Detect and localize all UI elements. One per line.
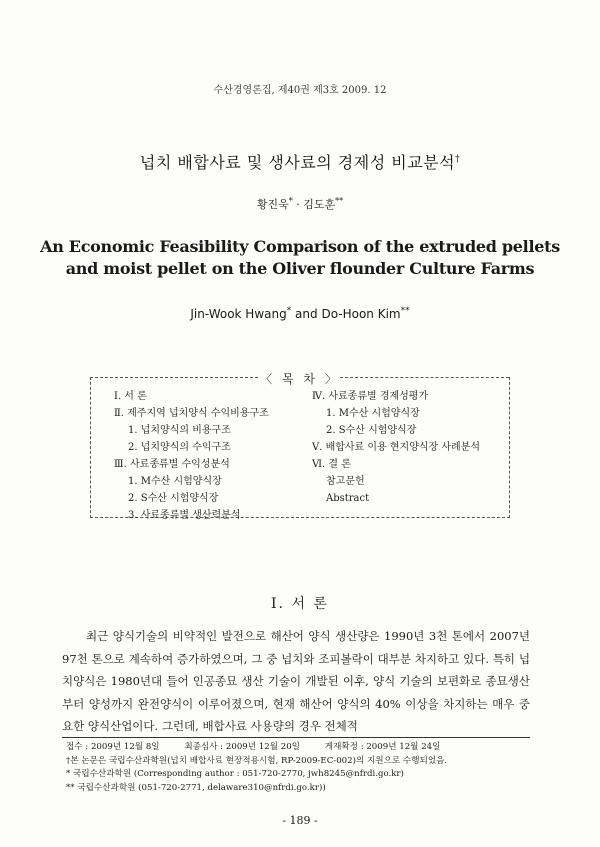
toc-right-column (312, 388, 480, 507)
author-en-1: Jin-Wook Hwang (190, 307, 287, 321)
footnote-author1: * 국립수산과학원 (Corresponding author : 051-720-2770, jwh8245@nfrdi.go.kr) (66, 769, 404, 779)
footnote-dates (66, 741, 536, 755)
toc-item: Abstract (326, 493, 370, 504)
toc-heading: 〈 목 차 〉 (260, 372, 340, 386)
toc-item: Ⅵ. 결 론 (312, 459, 351, 470)
review-date: 최종심사 : 2009년 12월 20일 (184, 742, 301, 752)
toc-item: 2. 넙치양식의 수익구조 (128, 442, 231, 453)
received-date: 접수 : 2009년 12월 8일 (66, 742, 160, 752)
author-en-1-mark: * (286, 306, 292, 316)
author-ko-1-mark: * (288, 196, 293, 206)
toc-item: 3. 사료종류별 생산력분석 (128, 510, 241, 521)
toc-left-column (114, 388, 269, 524)
accepted-date: 게재확정 : 2009년 12월 24일 (324, 742, 441, 752)
title-english (0, 236, 600, 280)
author-ko-1: 황진욱 (256, 198, 289, 211)
title-english-line1: An Economic Feasibility Comparison of the extruded pellets (40, 237, 560, 256)
author-ko-2-mark: ** (335, 196, 344, 206)
section-heading: Ⅰ. 서 론 (271, 596, 329, 612)
footnotes (66, 741, 536, 795)
toc-item: 1. M수산 시험양식장 (128, 476, 222, 487)
page-number: - 189 - (282, 814, 318, 827)
authors-korean (0, 196, 600, 212)
toc-item: 2. S수산 시험양식장 (326, 425, 417, 436)
author-en-2: Do-Hoon Kim (321, 307, 401, 321)
toc-item: 1. M수산 시험양식장 (326, 408, 420, 419)
authors-english (0, 306, 600, 321)
body-text (62, 625, 530, 738)
toc-item: Ⅲ. 사료종류별 수익성분석 (114, 459, 230, 470)
toc-item: 2. S수산 시험양식장 (128, 493, 219, 504)
journal-header: 수산경영론집, 제40권 제3호 2009. 12 (213, 85, 387, 96)
author-en-and: and (291, 307, 322, 321)
title-korean (0, 150, 600, 173)
toc-item: Ⅳ. 사료종류별 경제성평가 (312, 391, 429, 402)
toc-item: Ⅱ. 제주지역 넙치양식 수익비용구조 (114, 408, 269, 419)
author-ko-2: 김도훈 (303, 198, 336, 211)
toc-item: 1. 넙치양식의 비용구조 (128, 425, 231, 436)
title-footnote-mark: † (455, 154, 461, 165)
title-korean-text: 넙치 배합사료 및 생사료의 경제성 비교분석 (139, 153, 456, 172)
author-ko-separator: · (292, 198, 304, 211)
title-english-line2: and moist pellet on the Oliver flounder Culture Farms (65, 259, 535, 278)
footnote-funding: †본 논문은 국립수산과학원(넙치 배합사료 현장적용시험, RP-2009-EC-002)의 지원으로 수행되었음. (66, 755, 448, 766)
footnote-author2: ** 국립수산과학원 (051-720-2771, delaware310@nfrdi.go.kr)) (66, 782, 326, 793)
toc-item: 참고문헌 (326, 476, 365, 487)
toc-item: Ⅴ. 배합사료 이용 현지양식장 사례분석 (312, 442, 481, 453)
author-en-2-mark: ** (400, 306, 410, 316)
body-paragraph: 최근 양식기술의 비약적인 발전으로 해산어 양식 생산량은 1990년 3천 톤에서 2007년 97천 톤으로 계속하여 증가하였으며, 그 중 넙치와 조피볼락이 대부분 차지하고 있다. 특히 넙치양식은 1980년대 들어 인공종묘 생산 기술이 개발된 이후, 양식 기술의 보편화로 종묘생산부터 양성까지 완전양식이 이루어졌으며, 현재 해산어 양식의 40% 이상을 차지하는 매우 중요한 양식산업이다. 그런데, 배합사료 사용량의 경우 전체적 (62, 629, 530, 733)
toc-item: Ⅰ. 서 론 (114, 391, 147, 402)
footnote-rule (62, 737, 530, 738)
